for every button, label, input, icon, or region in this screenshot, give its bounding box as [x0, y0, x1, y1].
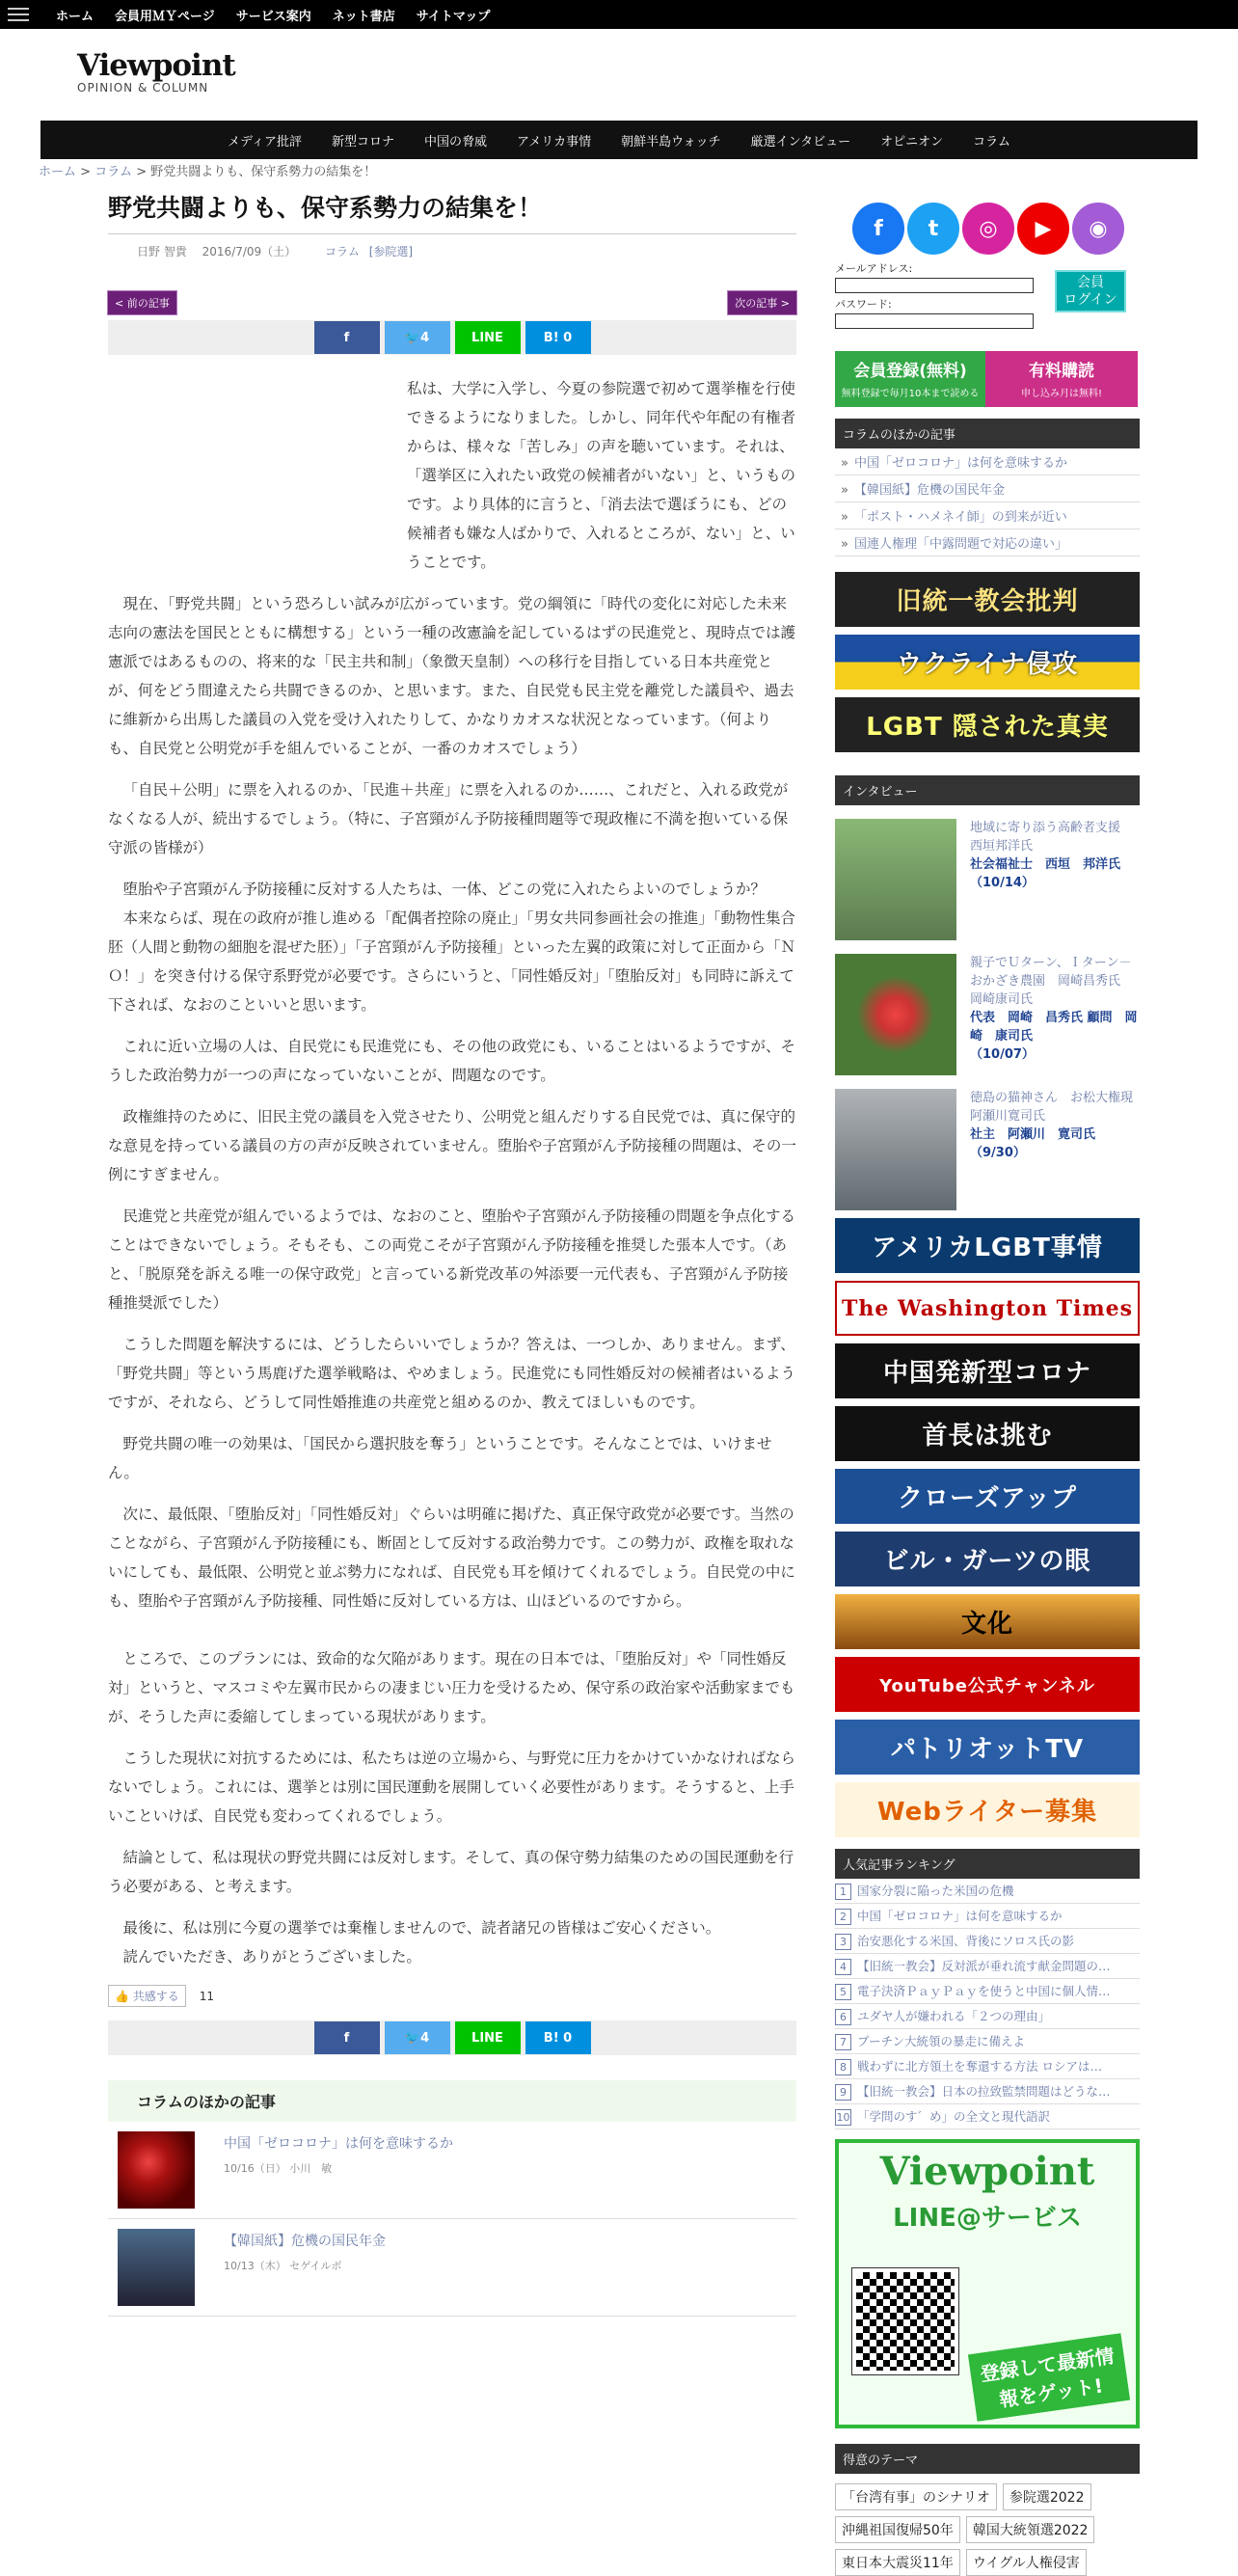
- ranking-item[interactable]: 9 【旧統一教会】日本の拉致監禁問題はどうな…: [835, 2079, 1140, 2104]
- paragraph: 「自民＋公明」に票を入れるのか、「民進＋共産」に票を入れるのか……、これだと、入れる政党がなくなる人が、続出するでしょう。（特に、子宮頸がん予防接種問題等で現政権に不満を抱いている保守派の皆様が）: [108, 781, 789, 856]
- free-register-button[interactable]: 会員登録(無料) 無料登録で毎月10本まで読める: [835, 351, 985, 407]
- ranking-item[interactable]: 7 プーチン大統領の暴走に備えよ: [835, 2029, 1140, 2054]
- date: 2016/7/09（土）: [202, 245, 297, 258]
- banner-patriot-tv[interactable]: パトリオットTV: [835, 1720, 1140, 1775]
- like-count: 11: [199, 1989, 215, 2003]
- nav-opinion[interactable]: オピニオン: [880, 134, 944, 149]
- paragraph: 本来ならば、現在の政府が推し進める「配偶者控除の廃止」「男女共同参画社会の推進」「動物性集合胚（人間と動物の細胞を混ぜた胚）」「子宮頸がん予防接種」といった左翼的政策に対して正面から「ＮＯ！」を突き付ける保守系野党が必要です。さらにいうと、「同性婚反対」「堕胎反対」も同時に訴えて下されば、なおのこといいと思います。: [108, 909, 796, 1014]
- top-bar: [0, 0, 1238, 29]
- article-thumbnail[interactable]: [118, 2229, 195, 2306]
- nav-column[interactable]: コラム: [973, 134, 1010, 149]
- next-article-button[interactable]: 次の記事 >: [728, 291, 796, 314]
- interview-link[interactable]: 親子でＵターン、Ｉターン－おかざき農園 岡崎昌秀氏 岡崎康司氏: [970, 956, 1134, 1007]
- theme-tags: [835, 2483, 1140, 2576]
- theme-tag[interactable]: 沖縄祖国復帰50年: [835, 2516, 960, 2543]
- topbar-home[interactable]: ホーム: [56, 9, 94, 24]
- line-share-button[interactable]: LINE: [455, 2021, 521, 2054]
- interview-item[interactable]: 地域に寄り添う高齢者支援 西垣邦洋氏 社会福祉士 西垣 邦洋氏 （10/14）: [835, 819, 1140, 940]
- banner-culture[interactable]: 文化: [835, 1594, 1140, 1649]
- paragraph: 堕胎や子宮頸がん予防接種に反対する人たちは、一体、どこの党に入れたらよいのでしょうか？: [122, 881, 767, 898]
- tag-link[interactable]: [参院選]: [368, 245, 414, 258]
- paragraph: 読んでいただき、ありがとうございました。: [122, 1948, 421, 1966]
- banner-web-writer[interactable]: Webライター募集: [835, 1782, 1140, 1837]
- paragraph: 野党共闘の唯一の効果は、「国民から選択肢を奪う」ということです。そんなことでは、いけません。: [108, 1435, 772, 1481]
- paragraph: 政権維持のために、旧民主党の議員を入党させたり、公明党と組んだりする自民党では、真に保守的な意見を持っている議員の方の声が反映されていません。堕胎や子宮頸がん予防接種の問題は、その一例にすぎません。: [108, 1108, 796, 1183]
- article-lead: 私は、大学に入学し、今夏の参院選で初めて選挙権を行使できるようになりました。しかし、同年代や年配の有権者からは、様々な「苦しみ」の声を聴いています。それは、「選挙区に入れたい政党の候補者がいない」と、いうものです。より具体的に言うと、「消去法で選ぼうにも、どの候補者も嫌な人ばかりで、入れるところが、ない」と、いうことです。: [407, 380, 796, 571]
- like-row: [108, 1985, 796, 2007]
- ranking-item[interactable]: 1 国家分裂に陥った米国の危機: [835, 1879, 1140, 1904]
- hatena-share-button[interactable]: B! 0: [525, 2021, 591, 2054]
- other-articles-heading: コラムのほかの記事: [108, 2080, 796, 2122]
- paid-subscribe-button[interactable]: 有料購読 申し込み月は無料!: [985, 351, 1138, 407]
- nav-china[interactable]: 中国の脅威: [424, 134, 488, 149]
- line-banner-sub: LINE@サービス: [893, 2204, 1082, 2233]
- line-share-button[interactable]: LINE: [455, 321, 521, 354]
- ranking-list: [835, 1879, 1140, 2129]
- nav-interview[interactable]: 厳選インタビュー: [750, 134, 851, 149]
- banner-closeup[interactable]: クローズアップ: [835, 1469, 1140, 1524]
- banner-mayors[interactable]: 首長は挑む: [835, 1406, 1140, 1461]
- banner-unification[interactable]: 旧統一教会批判: [835, 572, 1140, 627]
- facebook-share-button[interactable]: f: [314, 321, 380, 354]
- article-main: [108, 183, 796, 2317]
- theme-heading: 得意のテーマ: [835, 2444, 1140, 2474]
- main-nav: [40, 121, 1198, 159]
- banner-america-lgbt[interactable]: アメリカLGBT事情: [835, 1218, 1140, 1273]
- twitter-share-button[interactable]: 🐦 4: [385, 321, 450, 354]
- category-link[interactable]: コラム: [325, 245, 360, 258]
- interview-thumbnail[interactable]: [835, 954, 956, 1075]
- twitter-share-button[interactable]: 🐦 4: [385, 2021, 450, 2054]
- article-link[interactable]: 【韓国紙】危機の国民年金: [224, 2234, 386, 2249]
- line-banner-title: Viewpoint: [879, 2149, 1095, 2194]
- nav-america[interactable]: アメリカ事情: [517, 134, 592, 149]
- theme-tag[interactable]: ウイグル人権侵害: [966, 2549, 1087, 2576]
- theme-tag[interactable]: 参院選2022: [1003, 2483, 1091, 2510]
- prev-article-button[interactable]: < 前の記事: [108, 291, 176, 314]
- youtube-icon[interactable]: ▶: [1017, 203, 1069, 255]
- breadcrumb-home[interactable]: ホーム: [39, 165, 77, 179]
- breadcrumb-current: 野党共闘よりも、保守系勢力の結集を！: [150, 165, 377, 179]
- topbar-bookstore[interactable]: ネット書店: [332, 9, 395, 24]
- author: 日野 智貴: [137, 245, 187, 258]
- page-title: 野党共闘よりも、保守系勢力の結集を！: [108, 183, 796, 234]
- instagram-icon[interactable]: ◎: [962, 203, 1014, 255]
- column-list: [835, 448, 1140, 556]
- facebook-icon[interactable]: f: [852, 203, 904, 255]
- nav-korea[interactable]: 朝鮮半島ウォッチ: [621, 134, 721, 149]
- paragraph: 次に、最低限、「堕胎反対」「同性婚反対」ぐらいは明確に掲げた、真正保守政党が必要です。当然のことながら、子宮頸がん予防接種にも、断固として反対する政治勢力です。この勢力が、政権を取れないにしても、最低限、公明党と並ぶ勢力になれば、自民党も耳を傾けてくれるでしょう。自民党の中にも、堕胎や子宮頸がん予防接種、同性婚に反対している方は、山ほどいるのですから。: [108, 1505, 795, 1610]
- paragraph: 最後に、私は別に今夏の選挙では棄権しませんので、読者諸兄の皆様はご安心ください。: [122, 1919, 721, 1937]
- share-bar-bottom: [108, 2020, 796, 2055]
- theme-tag[interactable]: 韓国大統領選2022: [966, 2516, 1095, 2543]
- interview-heading: インタビュー: [835, 775, 1140, 805]
- like-button[interactable]: 👍 共感する: [108, 1985, 186, 2007]
- sidebar-link[interactable]: » 【韓国紙】危機の国民年金: [835, 475, 1140, 502]
- ranking-item[interactable]: 6 ユダヤ人が嫌われる「２つの理由」: [835, 2004, 1140, 2029]
- ranking-item[interactable]: 5 電子決済ＰａｙＰａｙを使うと中国に個人情…: [835, 1979, 1140, 2004]
- password-label: パスワード:: [835, 298, 892, 311]
- sidebar-link[interactable]: » 中国「ゼロコロナ」は何を意味するか: [835, 448, 1140, 475]
- interview-item[interactable]: 親子でＵターン、Ｉターン－おかざき農園 岡崎昌秀氏 岡崎康司氏 代表 岡崎 昌秀氏 顧問 岡崎 康司氏 （10/07）: [835, 954, 1140, 1075]
- email-input[interactable]: [835, 278, 1034, 293]
- sidebar: [835, 203, 1146, 2576]
- article-pager: [108, 291, 796, 314]
- paragraph: 民進党と共産党が組んでいるようでは、なおのこと、堕胎や子宮頸がん予防接種の問題を争点化することはできないでしょう。そもそも、この両党こそが子宮頸がん予防接種を推奨した張本人です。（あと、「脱原発を訴える唯一の保守政党」と言っている新党改革の舛添要一元代表も、子宮頸がん予防接種推奨派でした）: [108, 1207, 796, 1312]
- podcast-icon[interactable]: ◉: [1072, 203, 1124, 255]
- twitter-icon[interactable]: t: [907, 203, 959, 255]
- list-item[interactable]: 【韓国紙】危機の国民年金 10/13（木） セゲイルボ: [108, 2219, 796, 2317]
- line-banner-cta: 登録して最新情報をゲット!: [968, 2333, 1130, 2422]
- topbar-mypage[interactable]: 会員用ＭＹページ: [115, 9, 215, 24]
- article-meta: [108, 243, 796, 259]
- banner-lgbt[interactable]: LGBT 隠された真実: [835, 697, 1140, 752]
- banner-washington-times[interactable]: The Washington Times: [835, 1281, 1140, 1336]
- logo-text: Viewpoint: [77, 48, 235, 83]
- paragraph: 現在、「野党共闘」という恐ろしい試みが広がっています。党の綱領に「時代の変化に対応した未来志向の憲法を国民とともに構想する」という一種の改憲論を記しているはずの民進党と、現時点では護憲派ではあるものの、将来的な「民主共和制」（象徴天皇制）への移行を目指している日本共産党とが、何をどう間違えたら共闘できるのか、と思います。また、自民党も民主党を離党した議員や、過去に維新から出馬した議員の入党を受け入れたりして、かなりカオスな状況となっています。（何よりも、自民党と公明党が手を組んでいることが、一番のカオスでしょう）: [108, 595, 796, 757]
- share-bar-top: [108, 320, 796, 355]
- theme-tag[interactable]: 「台湾有事」のシナリオ: [835, 2483, 997, 2510]
- paragraph: こうした問題を解決するには、どうしたらいいでしょうか？答えは、一つしか、ありません。まず、「野党共闘」等という馬鹿げた選挙戦略は、やめましょう。民進党にも同性婚反対の候補者はいるようですが、それなら、どうして同性婚推進の共産党と組めるのか、教えてほしいものです。: [108, 1336, 796, 1411]
- paragraph: こうした現状に対抗するためには、私たちは逆の立場から、与野党に圧力をかけていかなければならないでしょう。これには、選挙とは別に国民運動を展開していく必要性があります。そうすると、上手いこといけば、自民党も変わってくれるでしょう。: [108, 1749, 796, 1825]
- sidebar-link[interactable]: » 「ポスト・ハメネイ師」の到来が近い: [835, 502, 1140, 529]
- paragraph: ところで、このプランには、致命的な欠陥があります。現在の日本では、「堕胎反対」や「同性婚反対」というと、マスコミや左翼市民からの凄まじい圧力を受けるため、保守系の政治家や活動家までもが、そうした声に委縮してしまっている現状があります。: [108, 1650, 795, 1725]
- nav-corona[interactable]: 新型コロナ: [331, 134, 394, 149]
- social-icons: [852, 203, 1140, 255]
- menu-icon[interactable]: [8, 0, 35, 29]
- interview-thumbnail[interactable]: [835, 819, 956, 940]
- topbar-sitemap[interactable]: サイトマップ: [416, 9, 491, 24]
- interview-link[interactable]: 地域に寄り添う高齢者支援 西垣邦洋氏: [970, 821, 1134, 854]
- banner-ukraine[interactable]: ウクライナ侵攻: [835, 635, 1140, 690]
- email-label: メールアドレス:: [835, 262, 913, 275]
- ranking-item[interactable]: 2 中国「ゼロコロナ」は何を意味するか: [835, 1904, 1140, 1929]
- ranking-item[interactable]: 4 【旧統一教会】反対派が垂れ流す献金問題の…: [835, 1954, 1140, 1979]
- breadcrumb-column[interactable]: コラム: [94, 165, 133, 179]
- article-thumbnail[interactable]: [118, 2131, 195, 2209]
- line-service-banner[interactable]: [835, 2139, 1140, 2428]
- hatena-share-button[interactable]: B! 0: [525, 321, 591, 354]
- interview-item[interactable]: 徳島の猫神さん お松大権現 阿瀬川寛司氏 社主 阿瀬川 寛司氏 （9/30）: [835, 1089, 1140, 1210]
- paragraph: これに近い立場の人は、自民党にも民進党にも、その他の政党にも、いることはいるようですが、そうした政治勢力が一つの声になっていないことが、問題なのです。: [108, 1038, 796, 1084]
- ranking-item[interactable]: 8 戦わずに北方領土を奪還する方法 ロシアは…: [835, 2054, 1140, 2079]
- password-input[interactable]: [835, 313, 1034, 329]
- site-logo[interactable]: [77, 48, 241, 106]
- paragraph: 結論として、私は現状の野党共闘には反対します。そして、真の保守勢力結集のための国民運動を行う必要がある、と考えます。: [108, 1849, 794, 1895]
- login-button[interactable]: 会員 ログイン: [1055, 270, 1126, 312]
- facebook-share-button[interactable]: f: [314, 2021, 380, 2054]
- banner-youtube[interactable]: YouTube公式チャンネル: [835, 1657, 1140, 1712]
- login-form: [835, 260, 1140, 332]
- register-banners: [835, 351, 1140, 407]
- theme-tag[interactable]: 東日本大震災11年: [835, 2549, 960, 2576]
- interview-thumbnail[interactable]: [835, 1089, 956, 1210]
- article-link[interactable]: 中国「ゼロコロナ」は何を意味するか: [224, 2136, 453, 2152]
- nav-media[interactable]: メディア批評: [228, 134, 302, 149]
- topbar-service[interactable]: サービス案内: [235, 9, 311, 24]
- list-item[interactable]: 中国「ゼロコロナ」は何を意味するか 10/16（日） 小川 敏: [108, 2122, 796, 2219]
- logo-sub: OPINION & COLUMN: [77, 81, 209, 95]
- ranking-heading: 人気記事ランキング: [835, 1849, 1140, 1879]
- banner-bill-gertz[interactable]: ビル・ガーツの眼: [835, 1532, 1140, 1586]
- breadcrumb: ホーム > コラム > 野党共闘よりも、保守系勢力の結集を！: [39, 165, 377, 179]
- article-body: [108, 589, 796, 1971]
- qr-code: [852, 2268, 958, 2374]
- interview-link[interactable]: 徳島の猫神さん お松大権現 阿瀬川寛司氏: [970, 1091, 1146, 1124]
- sidebar-link[interactable]: » 国連人権理「中露問題で対応の違い」: [835, 529, 1140, 556]
- banner-china-corona[interactable]: 中国発新型コロナ: [835, 1343, 1140, 1398]
- ranking-item[interactable]: 10 「学問のす゛め」の全文と現代語訳: [835, 2104, 1140, 2129]
- ranking-item[interactable]: 3 治安悪化する米国、背後にソロス氏の影: [835, 1929, 1140, 1954]
- column-heading: コラムのほかの記事: [835, 419, 1140, 448]
